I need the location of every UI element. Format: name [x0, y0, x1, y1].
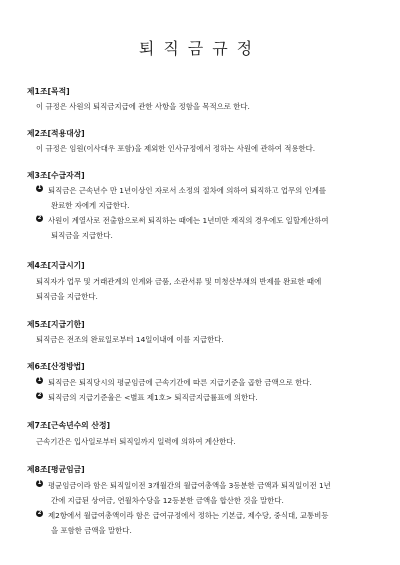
article-8-item-2-line-1: 제2항에서 월급여총액이라 함은 급여규정에서 정하는 기본급, 제수당, 중식대, 교통비등	[48, 511, 329, 520]
article-1-heading: 제1조[목적]	[27, 87, 70, 96]
item-number-badge: 2	[37, 392, 42, 398]
article-4-line-2: 퇴직금을 지급한다.	[36, 292, 98, 301]
item-number-badge: 1	[37, 377, 42, 383]
article-2-line: 이 규정은 임원(이사대우 포함)을 제외한 인사규정에서 정하는 사원에 관하여 적용한다.	[36, 144, 316, 153]
article-3-item-1-line-2: 완료한 자에게 지급한다.	[51, 201, 130, 210]
article-8-item-2-line-2: 을 포함한 금액을 말한다.	[51, 526, 132, 535]
article-7-line: 근속기간은 입사일로부터 퇴직일까지 일력에 의하여 계산한다.	[36, 437, 236, 446]
article-8-heading: 제8조[평균임금]	[27, 465, 85, 474]
article-6-item-2-line: 퇴직금의 지급기준율은 <별표 제1호> 퇴직금지급률표에 의한다.	[48, 393, 258, 402]
article-2-heading: 제2조[적용대상]	[27, 129, 85, 138]
article-6-item-1-line: 퇴직금은 퇴직당시의 평균임금에 근속기간에 따른 지급기준을 곱한 금액으로 한다.	[48, 378, 312, 387]
item-number-badge: 1	[37, 185, 42, 191]
article-3-item-2-line-2: 퇴직금을 지급한다.	[51, 231, 113, 240]
article-5-line: 퇴직금은 전조의 완료일로부터 14일이내에 이를 지급한다.	[36, 335, 224, 344]
article-3-heading: 제3조[수급자격]	[27, 171, 85, 180]
article-4-heading: 제4조[지급시기]	[27, 261, 85, 270]
article-6-heading: 제6조[산정방법]	[27, 362, 85, 371]
article-1-line: 이 규정은 사원의 퇴직금지급에 관한 사항을 정함을 목적으로 한다.	[36, 102, 250, 111]
article-8-item-1-line-2: 간에 지급된 상여금, 연월차수당을 12등분한 금액을 합산한 것을 말한다.	[51, 496, 284, 505]
item-number-badge: 2	[37, 510, 42, 516]
article-5-heading: 제5조[지급기한]	[27, 320, 85, 329]
article-4-line-1: 퇴직자가 업무 및 거래관계의 인계와 금품, 소관서류 및 미청산부채의 반제를 완료한 때에	[36, 277, 322, 286]
article-7-heading: 제7조[근속년수의 산정]	[27, 421, 111, 430]
article-3-item-2-line-1: 사원이 계열사로 전출함으로써 퇴직하는 때에는 1년미만 재직의 경우에도 일할계산하여	[48, 216, 329, 225]
article-3-item-1-line-1: 퇴직금은 근속년수 만 1년이상인 자로서 소정의 절차에 의하여 퇴직하고 업무의 인계를	[48, 186, 327, 195]
article-8-item-1-line-1: 평균임금이라 함은 퇴직일이전 3개월간의 월급여총액을 3등분한 금액과 퇴직일이전 1년	[48, 481, 331, 490]
item-number-badge: 1	[37, 480, 42, 486]
document-title: 퇴직금규정	[138, 39, 262, 58]
item-number-badge: 2	[37, 215, 42, 221]
